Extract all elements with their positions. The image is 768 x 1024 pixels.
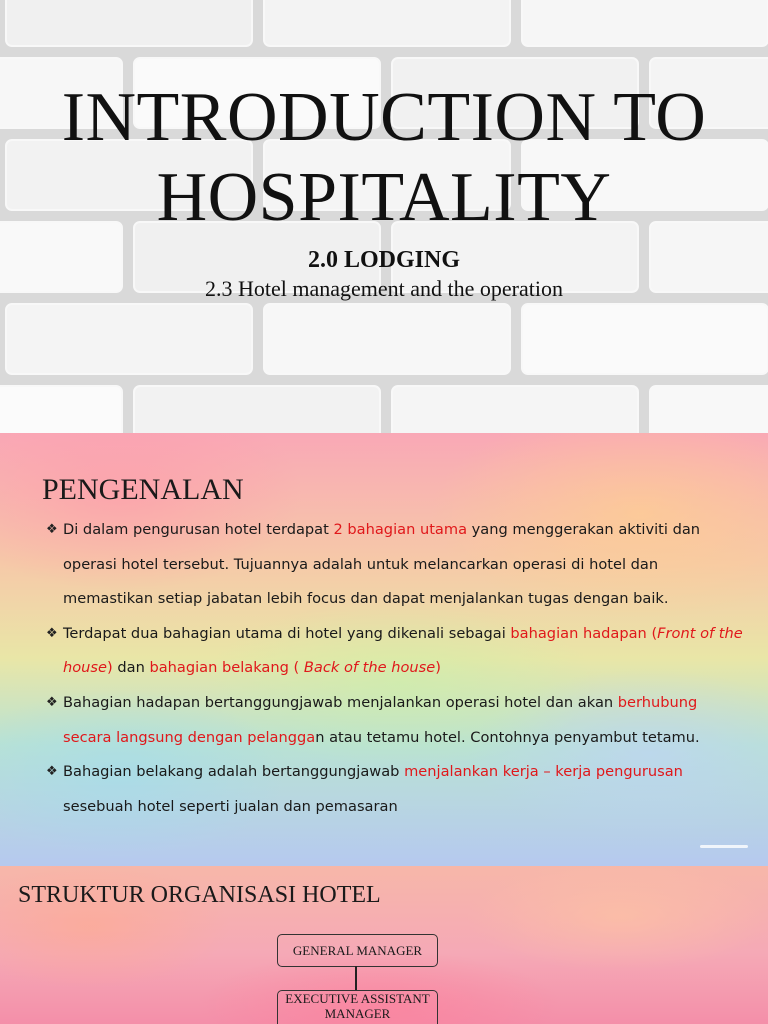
highlight-text: bahagian belakang ( <box>149 659 304 677</box>
subsection-title: 2.3 Hotel management and the operation <box>205 276 563 301</box>
brick <box>522 0 768 46</box>
bullet-item <box>46 617 746 686</box>
bullet-item <box>46 686 746 755</box>
brick <box>134 386 380 433</box>
intro-heading: PENGENALAN <box>42 473 244 506</box>
presentation-title <box>0 78 768 238</box>
title-block <box>0 78 768 302</box>
diamond-bullet-icon: ❖ <box>46 522 58 537</box>
brick <box>0 386 122 433</box>
intro-slide <box>0 433 768 866</box>
org-box-general-manager: GENERAL MANAGER <box>277 934 438 967</box>
title-line-2: HOSPITALITY <box>156 159 612 236</box>
bullet-text: Terdapat dua bahagian utama di hotel yang dikenali sebagai <box>63 624 511 642</box>
brick <box>6 0 252 46</box>
highlight-text: menjalankan kerja – kerja pengurusan <box>404 763 683 781</box>
brick <box>392 386 638 433</box>
bullet-text: Bahagian belakang adalah bertanggungjawab <box>63 763 405 781</box>
diamond-bullet-icon: ❖ <box>46 694 58 710</box>
highlight-italic-text: Front of the house <box>63 624 743 677</box>
highlight-italic-text: Back of the house <box>303 659 436 677</box>
highlight-text: ) <box>107 659 113 677</box>
decorative-highlight <box>700 845 748 848</box>
bullet-text: n atau tetamu hotel. Contohnya penyambut tetamu. <box>315 728 700 746</box>
highlight-text: bahagian hadapan ( <box>510 624 658 642</box>
org-connector-line <box>355 966 357 990</box>
section-heading: 2.0 LODGING <box>307 247 460 273</box>
bullet-text: Di dalam pengurusan hotel terdapat <box>63 521 334 538</box>
bullet-text: Bahagian hadapan bertanggungjawab menjalankan operasi hotel dan akan <box>63 693 618 711</box>
title-slide <box>0 0 768 433</box>
bullet-text: sesebuah hotel seperti jualan dan pemasaran <box>63 797 398 815</box>
org-chart-heading: STRUKTUR ORGANISASI HOTEL <box>18 882 381 908</box>
diamond-bullet-icon: ❖ <box>46 764 58 780</box>
bullet-text: yang menggerakan aktiviti dan operasi hotel tersebut. Tujuannya adalah untuk melancarkan operasi di hotel dan memastikan setiap jabatan lebih focus dan dapat menjalankan tugas dengan baik. <box>63 521 701 608</box>
org-box-executive-assistant-manager: EXECUTIVE ASSISTANT MANAGER <box>277 990 438 1024</box>
title-line-1: INTRODUCTION TO <box>61 79 707 156</box>
brick <box>6 304 252 374</box>
brick <box>264 0 510 46</box>
org-chart-slide <box>0 866 768 1024</box>
diamond-bullet-icon: ❖ <box>46 625 58 641</box>
highlight-text: 2 bahagian utama <box>333 521 468 538</box>
brick <box>650 386 768 433</box>
bullet-item <box>46 513 746 617</box>
bullet-item <box>46 755 746 824</box>
intro-bullet-list <box>46 513 746 824</box>
highlight-text: ) <box>435 659 441 677</box>
brick <box>264 304 510 374</box>
highlight-text: berhubung secara langsung dengan pelangga <box>63 693 698 746</box>
brick <box>522 304 768 374</box>
bullet-text: dan <box>112 659 150 677</box>
